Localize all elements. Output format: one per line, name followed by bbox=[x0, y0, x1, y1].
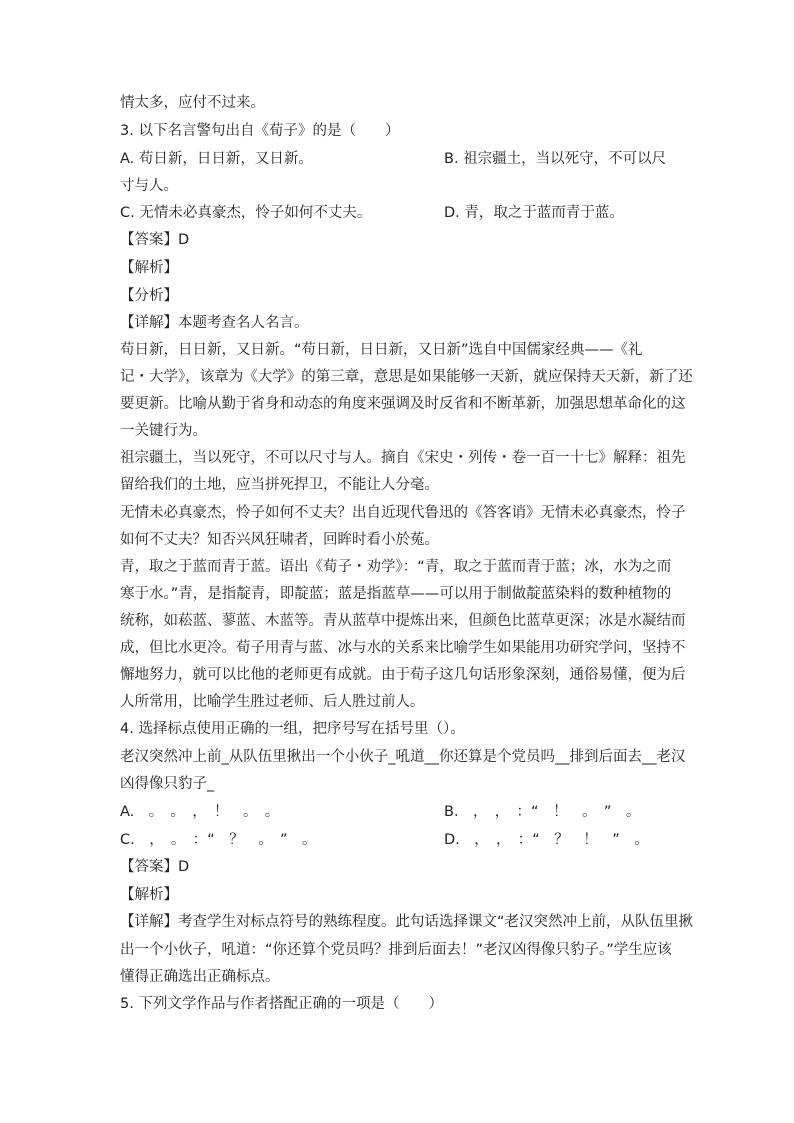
question-4-passage: 老汉突然冲上前_从队伍里揪出一个小伙子_吼道__你还算是个党员吗__排到后面去__老汉 bbox=[120, 749, 686, 765]
answer-label: 【答案】D bbox=[120, 232, 190, 248]
detail-line: 懂得正确选出正确标点。 bbox=[120, 969, 280, 985]
explanation-line: 如何不丈夫？知否兴风狂啸者，回眸时看小於菟。 bbox=[120, 532, 439, 548]
option-a: A. 。 。 ， ！ 。 。 bbox=[120, 804, 280, 820]
fenxi-label: 【分析】 bbox=[120, 288, 178, 304]
question-3-stem: 3. 以下名言警句出自《荀子》的是（ ） bbox=[120, 123, 400, 139]
question-5-stem: 5. 下列文学作品与作者搭配正确的一项是（ ） bbox=[120, 996, 443, 1012]
option-b: B. ， ， ：“ ！ 。 ” 。 bbox=[444, 804, 641, 820]
detail-line: 【详解】考查学生对标点符号的熟练程度。此句话选择课文“老汉突然冲上前，从队伍里揪 bbox=[120, 914, 694, 930]
explanation-line: 寒于水。”青，是指靛青，即靛蓝；蓝是指蓝草——可以用于制做靛蓝染料的数种植物的 bbox=[120, 586, 672, 602]
option-b: B. 祖宗疆土，当以死守，不可以尺 bbox=[444, 151, 667, 167]
explanation-line: 祖宗疆土，当以死守，不可以尺寸与人。摘自《宋史・列传・卷一百一十七》解释：祖先 bbox=[120, 450, 686, 466]
analysis-label: 【解析】 bbox=[120, 887, 178, 903]
option-b-cont: 寸与人。 bbox=[120, 178, 178, 194]
option-c: C. ， 。 ：“ ？ 。 ” 。 bbox=[120, 832, 317, 848]
explanation-line: 留给我们的土地，应当拼死捍卫，不能让人分毫。 bbox=[120, 477, 439, 493]
explanation-line: 懈地努力，就可以比他的老师更有成就。由于荀子这几句话形象深刻，通俗易懂，便为后 bbox=[120, 667, 686, 683]
explanation-line: 记・大学》，该章为《大学》的第三章，意思是如果能够一天新，就应保持天天新，新了还 bbox=[120, 369, 693, 385]
explanation-line: 一关键行为。 bbox=[120, 423, 207, 439]
question-4-stem: 4. 选择标点使用正确的一组，把序号写在括号里（）。 bbox=[120, 721, 465, 737]
question-4-passage: 凶得像只豹子_ bbox=[120, 776, 215, 792]
option-d: D. 青，取之于蓝而青于蓝。 bbox=[444, 205, 624, 221]
explanation-line: 苟日新，日日新，又日新。“苟日新，日日新，又日新”选自中国儒家经典——《礼 bbox=[120, 342, 643, 358]
explanation-line: 青，取之于蓝而青于蓝。语出《荀子・劝学》：“青，取之于蓝而青于蓝；冰，水为之而 bbox=[120, 559, 672, 575]
explanation-line: 无情未必真豪杰，怜子如何不丈夫？出自近现代鲁迅的《答客诮》无情未必真豪杰，怜子 bbox=[120, 505, 686, 521]
explanation-line: 人所常用，比喻学生胜过老师、后人胜过前人。 bbox=[120, 694, 425, 710]
analysis-label: 【解析】 bbox=[120, 260, 178, 276]
detail-line: 【详解】本题考查名人名言。 bbox=[120, 315, 309, 331]
explanation-line: 成，但比水更冷。荀子用青与蓝、冰与水的关系来比喻学生如果能用功研究学问，坚持不 bbox=[120, 640, 686, 656]
explanation-line: 要更新。比喻从勤于省身和动态的角度来强调及时反省和不断革新，加强思想革命化的这 bbox=[120, 396, 686, 412]
answer-label: 【答案】D bbox=[120, 859, 190, 875]
option-a: A. 苟日新，日日新，又日新。 bbox=[120, 151, 313, 167]
text-line: 情太多，应付不过来。 bbox=[120, 95, 265, 111]
option-d: D. ， ， ：“ ？ ！ ” 。 bbox=[444, 832, 649, 848]
detail-line: 出一个小伙子，吼道：“你还算个党员吗？排到后面去！”老汉凶得像只豹子。”学生应该 bbox=[120, 942, 672, 958]
option-c: C. 无情未必真豪杰，怜子如何不丈夫。 bbox=[120, 205, 372, 221]
explanation-line: 统称，如菘蓝、蓼蓝、木蓝等。青从蓝草中提炼出来，但颜色比蓝草更深；冰是水凝结而 bbox=[120, 613, 686, 629]
